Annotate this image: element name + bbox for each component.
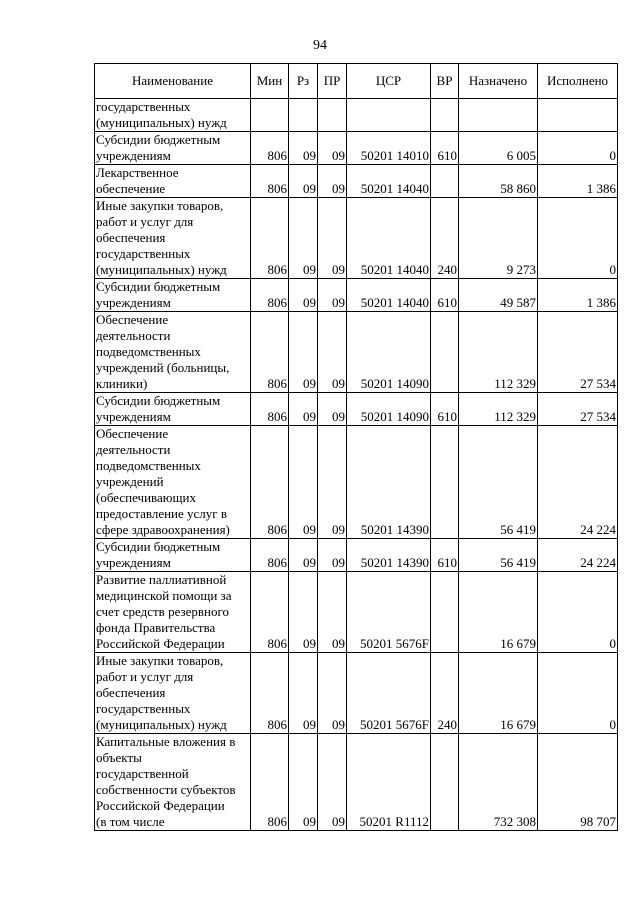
cell-min: 806 bbox=[251, 539, 289, 572]
cell-pr: 09 bbox=[318, 312, 347, 393]
cell-vr: 240 bbox=[431, 198, 459, 279]
table-row bbox=[95, 734, 618, 831]
cell-rz: 09 bbox=[289, 734, 318, 831]
cell-pr: 09 bbox=[318, 279, 347, 312]
cell-rz: 09 bbox=[289, 279, 318, 312]
cell-vr: 610 bbox=[431, 279, 459, 312]
cell-executed: 98 707 bbox=[538, 734, 618, 831]
table-row bbox=[95, 312, 618, 393]
cell-executed: 24 224 bbox=[538, 539, 618, 572]
cell-csr: 50201 14390 bbox=[347, 539, 431, 572]
budget-table bbox=[94, 63, 618, 831]
cell-assigned: 112 329 bbox=[459, 312, 538, 393]
header-pr: ПР bbox=[318, 64, 347, 99]
cell-assigned: 16 679 bbox=[459, 653, 538, 734]
cell-min: 806 bbox=[251, 132, 289, 165]
cell-pr: 09 bbox=[318, 165, 347, 198]
cell-rz: 09 bbox=[289, 198, 318, 279]
cell-min: 806 bbox=[251, 165, 289, 198]
cell-assigned: 9 273 bbox=[459, 198, 538, 279]
cell-name: Иные закупки товаров, работ и услуг для обеспечения государственных (муниципальных) нужд bbox=[95, 653, 251, 734]
cell-pr: 09 bbox=[318, 393, 347, 426]
cell-pr: 09 bbox=[318, 132, 347, 165]
table-row bbox=[95, 539, 618, 572]
table-header-row bbox=[95, 64, 618, 99]
cell-executed: 27 534 bbox=[538, 393, 618, 426]
cell-executed: 0 bbox=[538, 198, 618, 279]
cell-name: Лекарственное обеспечение bbox=[95, 165, 251, 198]
cell-assigned: 732 308 bbox=[459, 734, 538, 831]
cell-rz bbox=[289, 99, 318, 132]
cell-executed: 0 bbox=[538, 572, 618, 653]
cell-executed: 0 bbox=[538, 653, 618, 734]
cell-vr: 610 bbox=[431, 393, 459, 426]
cell-executed bbox=[538, 99, 618, 132]
cell-min: 806 bbox=[251, 198, 289, 279]
table-body bbox=[95, 99, 618, 831]
cell-executed: 0 bbox=[538, 132, 618, 165]
header-rz: Рз bbox=[289, 64, 318, 99]
cell-assigned: 58 860 bbox=[459, 165, 538, 198]
cell-pr: 09 bbox=[318, 198, 347, 279]
cell-vr bbox=[431, 99, 459, 132]
cell-name: Субсидии бюджетным учреждениям bbox=[95, 279, 251, 312]
cell-csr: 50201 14040 bbox=[347, 198, 431, 279]
cell-vr: 240 bbox=[431, 653, 459, 734]
header-name: Наименование bbox=[95, 64, 251, 99]
table-row bbox=[95, 99, 618, 132]
cell-rz: 09 bbox=[289, 539, 318, 572]
page-number: 94 bbox=[313, 38, 327, 53]
table-row bbox=[95, 279, 618, 312]
cell-name: Развитие паллиативной медицинской помощи за счет средств резервного фонда Правительства Российской Федерации bbox=[95, 572, 251, 653]
table-row bbox=[95, 393, 618, 426]
header-vr: ВР bbox=[431, 64, 459, 99]
cell-csr: 50201 14040 bbox=[347, 165, 431, 198]
cell-csr: 50201 5676F bbox=[347, 572, 431, 653]
cell-rz: 09 bbox=[289, 653, 318, 734]
cell-rz: 09 bbox=[289, 132, 318, 165]
header-executed: Исполнено bbox=[538, 64, 618, 99]
cell-executed: 1 386 bbox=[538, 279, 618, 312]
cell-executed: 24 224 bbox=[538, 426, 618, 539]
cell-min: 806 bbox=[251, 572, 289, 653]
cell-assigned: 16 679 bbox=[459, 572, 538, 653]
cell-rz: 09 bbox=[289, 312, 318, 393]
cell-name: государственных (муниципальных) нужд bbox=[95, 99, 251, 132]
cell-rz: 09 bbox=[289, 165, 318, 198]
cell-pr bbox=[318, 99, 347, 132]
cell-assigned: 112 329 bbox=[459, 393, 538, 426]
cell-assigned: 56 419 bbox=[459, 426, 538, 539]
header-min: Мин bbox=[251, 64, 289, 99]
cell-min: 806 bbox=[251, 393, 289, 426]
cell-min: 806 bbox=[251, 312, 289, 393]
cell-pr: 09 bbox=[318, 539, 347, 572]
cell-name: Субсидии бюджетным учреждениям bbox=[95, 132, 251, 165]
cell-name: Субсидии бюджетным учреждениям bbox=[95, 539, 251, 572]
cell-pr: 09 bbox=[318, 572, 347, 653]
cell-rz: 09 bbox=[289, 393, 318, 426]
cell-csr: 50201 14090 bbox=[347, 393, 431, 426]
cell-executed: 27 534 bbox=[538, 312, 618, 393]
cell-min: 806 bbox=[251, 426, 289, 539]
cell-assigned: 49 587 bbox=[459, 279, 538, 312]
cell-csr: 50201 14390 bbox=[347, 426, 431, 539]
cell-csr: 50201 5676F bbox=[347, 653, 431, 734]
cell-executed: 1 386 bbox=[538, 165, 618, 198]
cell-min: 806 bbox=[251, 734, 289, 831]
header-csr: ЦСР bbox=[347, 64, 431, 99]
cell-vr bbox=[431, 426, 459, 539]
table-row bbox=[95, 426, 618, 539]
cell-csr: 50201 R1112 bbox=[347, 734, 431, 831]
cell-assigned: 56 419 bbox=[459, 539, 538, 572]
cell-min: 806 bbox=[251, 279, 289, 312]
table-row bbox=[95, 198, 618, 279]
cell-csr: 50201 14040 bbox=[347, 279, 431, 312]
cell-rz: 09 bbox=[289, 426, 318, 539]
cell-name: Субсидии бюджетным учреждениям bbox=[95, 393, 251, 426]
cell-pr: 09 bbox=[318, 734, 347, 831]
cell-name: Обеспечение деятельности подведомственных учреждений (обеспечивающих предоставление услуг в сфере здравоохранения) bbox=[95, 426, 251, 539]
table-row bbox=[95, 165, 618, 198]
cell-assigned bbox=[459, 99, 538, 132]
cell-vr bbox=[431, 734, 459, 831]
cell-csr: 50201 14090 bbox=[347, 312, 431, 393]
cell-vr bbox=[431, 165, 459, 198]
cell-vr: 610 bbox=[431, 132, 459, 165]
cell-min: 806 bbox=[251, 653, 289, 734]
table-row bbox=[95, 653, 618, 734]
cell-rz: 09 bbox=[289, 572, 318, 653]
cell-csr bbox=[347, 99, 431, 132]
cell-vr bbox=[431, 572, 459, 653]
cell-min bbox=[251, 99, 289, 132]
cell-name: Иные закупки товаров, работ и услуг для обеспечения государственных (муниципальных) нужд bbox=[95, 198, 251, 279]
cell-vr: 610 bbox=[431, 539, 459, 572]
header-assigned: Назначено bbox=[459, 64, 538, 99]
table-row bbox=[95, 132, 618, 165]
cell-assigned: 6 005 bbox=[459, 132, 538, 165]
cell-name: Обеспечение деятельности подведомственных учреждений (больницы, клиники) bbox=[95, 312, 251, 393]
cell-csr: 50201 14010 bbox=[347, 132, 431, 165]
cell-pr: 09 bbox=[318, 653, 347, 734]
table-row bbox=[95, 572, 618, 653]
cell-pr: 09 bbox=[318, 426, 347, 539]
cell-name: Капитальные вложения в объекты государственной собственности субъектов Российской Федерации (в том числе bbox=[95, 734, 251, 831]
cell-vr bbox=[431, 312, 459, 393]
